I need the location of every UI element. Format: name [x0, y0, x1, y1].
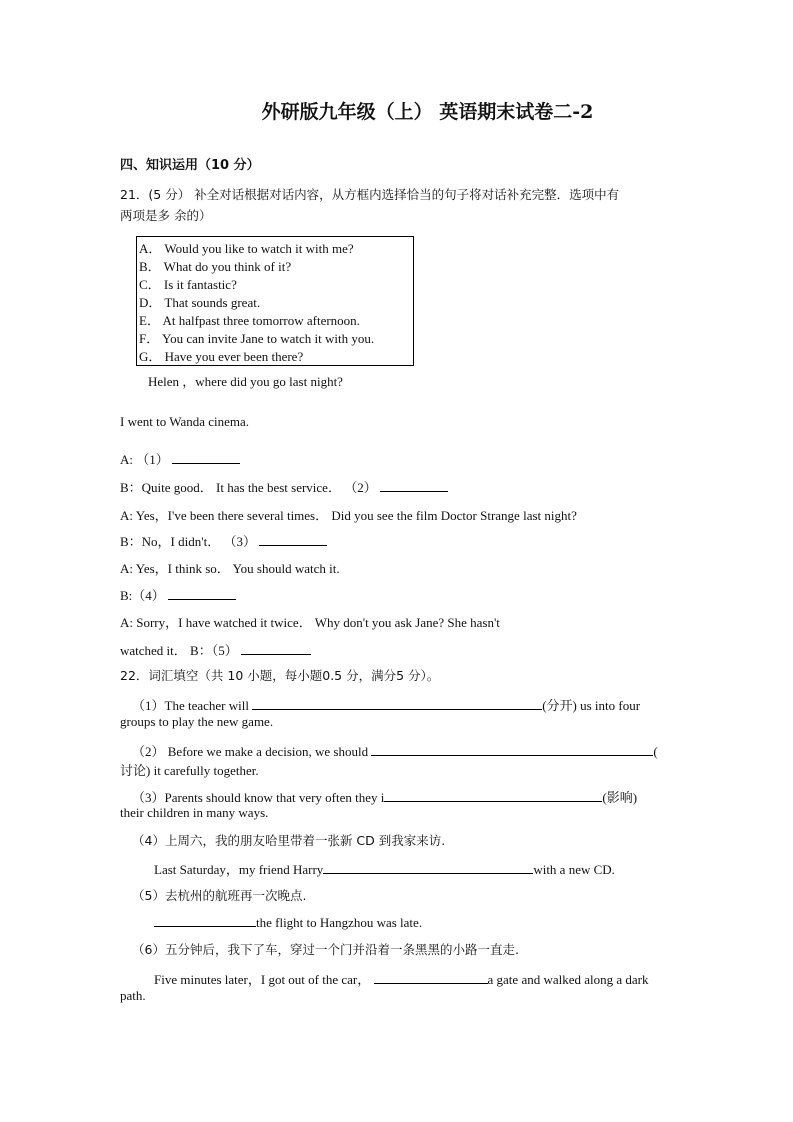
option-b: B． What do you think of it? [139, 259, 292, 274]
q22-item-3 [132, 787, 637, 806]
answer-blank-q22-5[interactable] [154, 914, 256, 927]
dialog-text: B:（4） [120, 588, 165, 603]
item-text: groups to play the new game. [120, 714, 274, 729]
item-text: （4）上周六，我的朋友哈里带着一张新 CD 到我家来访. [132, 833, 446, 848]
dialog-line: I went to Wanda cinema. [120, 414, 250, 429]
answer-blank-q22-6[interactable] [374, 971, 488, 984]
page-title: 外研版九年级（上） 英语期末试卷二-2 [261, 101, 594, 123]
option-a: A． Would you like to watch it with me? [139, 241, 354, 256]
dialog-line-5 [120, 640, 311, 659]
q22-item-5 [154, 914, 422, 931]
option-c: C． Is it fantastic? [139, 277, 237, 292]
item-text: their children in many ways. [120, 805, 269, 820]
q22-item-2 [132, 741, 658, 760]
dialog-text: watched it． B：（5） [120, 643, 238, 658]
dialog-line: A: Yes，I've been there several times． Did you see the film Doctor Strange last night? [120, 508, 577, 523]
item-text: with a new CD. [533, 862, 615, 877]
answer-blank-q22-3[interactable] [384, 789, 602, 802]
answer-blank-3[interactable] [259, 533, 327, 546]
q22-item-1 [132, 695, 640, 714]
answer-blank-5[interactable] [241, 642, 311, 655]
dialog-line: A: Yes，I think so． You should watch it. [120, 561, 340, 576]
answer-blank-4[interactable] [168, 587, 236, 600]
item-text: （2） Before we make a decision, we should [132, 744, 369, 759]
dialog-text: B：No，I didn't． （3） [120, 534, 256, 549]
dialog-line: Helen ，where did you go last night? [148, 374, 343, 389]
answer-blank-q22-2[interactable] [371, 743, 653, 756]
dialog-line-4 [120, 585, 236, 604]
q22-item-6 [154, 969, 649, 988]
item-text: a gate and walked along a dark [487, 972, 649, 987]
option-d: D． That sounds great. [139, 295, 261, 310]
q22-item-4 [154, 859, 615, 878]
options-box [136, 236, 414, 366]
item-text: （1）The teacher will [132, 698, 249, 713]
q21-instruction-line2: 两项是多 余的） [120, 208, 212, 223]
dialog-text: B：Quite good． It has the best service． （2） [120, 480, 377, 495]
dialog-line-1 [120, 449, 240, 468]
item-text: （6）五分钟后，我下了车，穿过一个门并沿着一条黑黑的小路一直走. [132, 942, 519, 957]
answer-blank-2[interactable] [380, 479, 448, 492]
item-hint: (影响) [602, 790, 638, 805]
dialog-text: A: （1） [120, 452, 169, 467]
q22-heading: 22．词汇填空（共 10 小题，每小题0.5 分，满分5 分）。 [120, 668, 440, 683]
dialog-line: A: Sorry，I have watched it twice． Why don't you ask Jane? She hasn't [120, 615, 500, 630]
dialog-line-3 [120, 531, 327, 550]
item-text: Five minutes later，I got out of the car， [154, 972, 371, 987]
item-hint: (分开) us into four [542, 698, 641, 713]
item-text: path. [120, 988, 146, 1003]
q21-instruction-line1: 21．(5 分） 补全对话根据对话内容，从方框内选择恰当的句子将对话补充完整．选项中有 [120, 187, 620, 202]
section-heading: 四、知识运用（10 分） [120, 158, 260, 173]
item-text: （5）去杭州的航班再一次晚点. [132, 888, 307, 903]
item-text: Last Saturday，my friend Harry [154, 862, 324, 877]
item-text: 讨论) it carefully together. [120, 763, 259, 778]
option-e: E． At halfpast three tomorrow afternoon. [139, 313, 360, 328]
answer-blank-q22-1[interactable] [252, 697, 542, 710]
item-text: the flight to Hangzhou was late. [256, 915, 423, 930]
item-hint: ( [653, 744, 658, 759]
option-f: F． You can invite Jane to watch it with you. [139, 331, 375, 346]
answer-blank-1[interactable] [172, 451, 240, 464]
item-text: （3）Parents should know that very often they i [132, 790, 385, 805]
option-g: G． Have you ever been there? [139, 349, 304, 364]
answer-blank-q22-4[interactable] [323, 861, 533, 874]
dialog-line-2 [120, 477, 448, 496]
